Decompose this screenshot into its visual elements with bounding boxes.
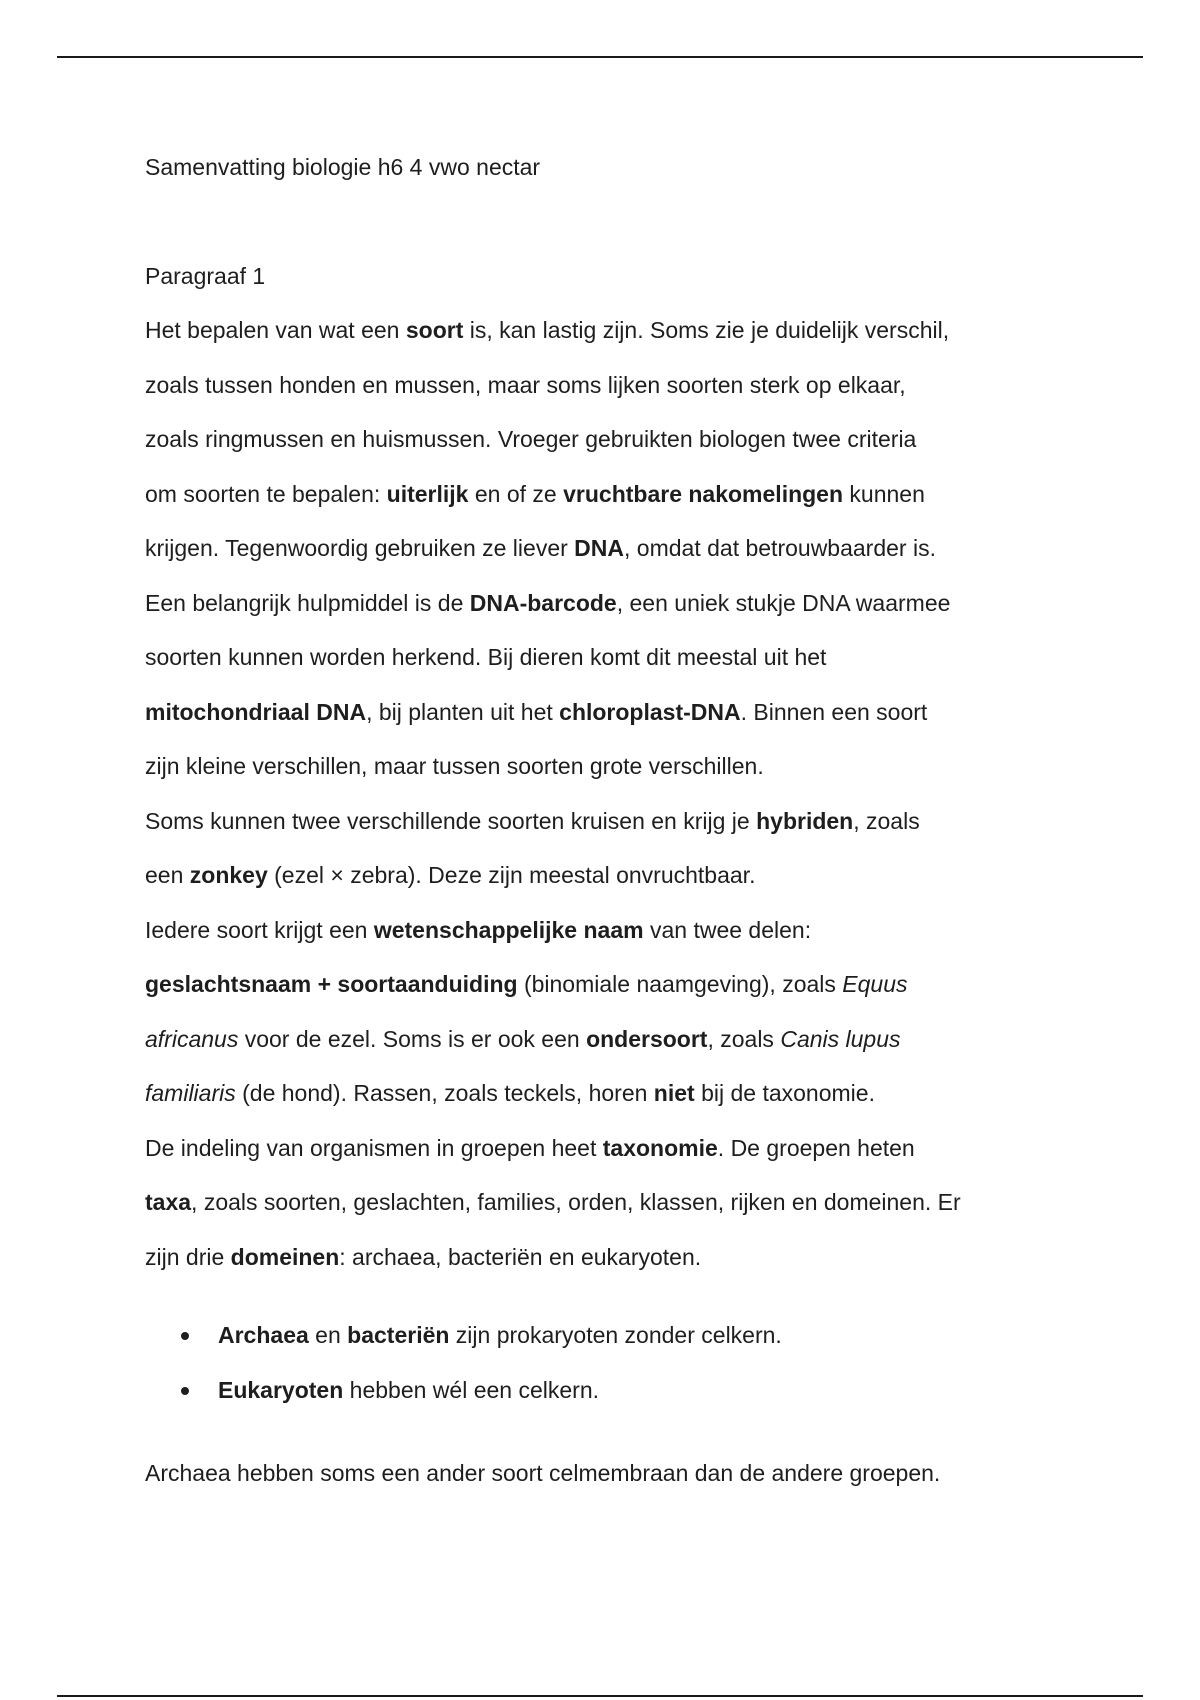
- bold-term: DNA: [574, 535, 625, 561]
- text-run: De indeling van organismen in groepen heet: [145, 1134, 603, 1161]
- paragraph-line: [145, 794, 1065, 849]
- text-run: zijn prokaryoten zonder celkern.: [449, 1322, 782, 1348]
- text-run: , omdat dat betrouwbaarder is.: [624, 535, 936, 561]
- text-run: kunnen: [843, 480, 925, 507]
- text-run: bij de taxonomie.: [694, 1080, 875, 1106]
- bold-term: taxonomie: [602, 1134, 718, 1161]
- text-run: (de hond). Rassen, zoals teckels, horen: [235, 1080, 654, 1106]
- paragraph-line: [145, 303, 1065, 358]
- page-content: [145, 140, 1065, 1501]
- text-run: . De groepen heten: [717, 1134, 915, 1161]
- text-run: Soms kunnen twee verschillende soorten kruisen en krijg je: [145, 807, 757, 834]
- text-run: van twee delen:: [643, 916, 812, 943]
- paragraph-line: [145, 1066, 1065, 1121]
- bold-term: ondersoort: [586, 1025, 708, 1052]
- document-title: Samenvatting biologie h6 4 vwo nectar: [145, 154, 541, 180]
- paragraph-line: [145, 412, 1065, 467]
- header-rule: [57, 56, 1143, 58]
- italic-term: africanus: [145, 1025, 239, 1052]
- bold-term: niet: [653, 1080, 695, 1106]
- text-run: zijn kleine verschillen, maar tussen soorten grote verschillen.: [145, 753, 764, 779]
- list-item: [145, 1363, 1065, 1418]
- section-heading: Paragraaf 1: [145, 263, 266, 289]
- bold-term: vruchtbare nakomelingen: [563, 480, 844, 507]
- paragraph-line: [145, 903, 1065, 958]
- text-run: Iedere soort krijgt een: [145, 916, 374, 943]
- text-run: , zoals: [707, 1025, 781, 1052]
- bullet-icon: [181, 1387, 189, 1395]
- bold-term: hybriden: [756, 807, 854, 834]
- text-run: , zoals soorten, geslachten, families, orden, klassen, rijken en domeinen. Er: [191, 1189, 961, 1215]
- italic-term: Canis lupus: [780, 1025, 901, 1052]
- text-run: soorten kunnen worden herkend. Bij dieren komt dit meestal uit het: [145, 644, 827, 670]
- paragraph-line: [145, 957, 1065, 1012]
- paragraph-line: [145, 576, 1065, 631]
- text-run: zijn drie: [145, 1243, 231, 1270]
- bold-term: Archaea: [218, 1322, 309, 1348]
- bold-term: domeinen: [230, 1243, 340, 1270]
- italic-term: Equus: [842, 971, 908, 997]
- italic-term: familiaris: [145, 1080, 236, 1106]
- text-run: (ezel × zebra). Deze zijn meestal onvruchtbaar.: [267, 862, 756, 888]
- text-run: zoals ringmussen en huismussen. Vroeger gebruikten biologen twee criteria: [145, 426, 917, 452]
- text-run: voor de ezel. Soms is er ook een: [238, 1025, 587, 1052]
- paragraph-line: [145, 467, 1065, 522]
- text-run: en: [308, 1322, 348, 1348]
- paragraph-line: [145, 685, 1065, 740]
- bold-term: chloroplast-DNA: [559, 698, 741, 725]
- bold-term: geslachtsnaam + soortaanduiding: [145, 971, 518, 997]
- bold-term: zonkey: [189, 862, 268, 888]
- text-run: , bij planten uit het: [366, 698, 560, 725]
- paragraph-line: [145, 1121, 1065, 1176]
- footer-rule: [57, 1695, 1143, 1697]
- text-run: : archaea, bacteriën en eukaryoten.: [339, 1243, 702, 1270]
- bold-term: bacteriën: [347, 1322, 450, 1348]
- text-run: . Binnen een soort: [740, 698, 928, 725]
- paragraph-line: [145, 1175, 1065, 1230]
- bold-term: mitochondriaal DNA: [145, 698, 367, 725]
- bold-term: DNA-barcode: [469, 589, 617, 616]
- paragraph-line: [145, 1012, 1065, 1067]
- text-run: (binomiale naamgeving), zoals: [517, 971, 843, 997]
- bullet-list: [145, 1308, 1065, 1417]
- bold-term: uiterlijk: [386, 480, 469, 507]
- list-item: [145, 1308, 1065, 1363]
- bullet-icon: [181, 1332, 189, 1340]
- text-run: krijgen. Tegenwoordig gebruiken ze liever: [145, 535, 575, 561]
- bold-term: wetenschappelijke naam: [373, 916, 644, 943]
- text-run: , een uniek stukje DNA waarmee: [616, 589, 951, 616]
- text-run: is, kan lastig zijn. Soms zie je duidelijk verschil,: [463, 317, 950, 343]
- text-run: om soorten te bepalen:: [145, 480, 387, 507]
- text-run: , zoals: [853, 807, 920, 834]
- closing-paragraph: Archaea hebben soms een ander soort celmembraan dan de andere groepen.: [145, 1460, 941, 1486]
- text-run: Het bepalen van wat een: [145, 317, 406, 343]
- bold-term: soort: [405, 317, 464, 343]
- text-run: een: [145, 862, 190, 888]
- paragraph-line: [145, 521, 1065, 576]
- text-run: Een belangrijk hulpmiddel is de: [145, 589, 470, 616]
- paragraph-line: [145, 1230, 1065, 1285]
- paragraph-line: [145, 630, 1065, 685]
- text-run: zoals tussen honden en mussen, maar soms lijken soorten sterk op elkaar,: [145, 371, 906, 398]
- text-run: en of ze: [468, 480, 564, 507]
- bold-term: taxa: [145, 1189, 192, 1215]
- paragraph-line: [145, 848, 1065, 903]
- bold-term: Eukaryoten: [218, 1376, 344, 1403]
- paragraph-line: [145, 358, 1065, 413]
- text-run: hebben wél een celkern.: [343, 1376, 599, 1403]
- body-paragraph: [145, 303, 1065, 1284]
- paragraph-line: [145, 739, 1065, 794]
